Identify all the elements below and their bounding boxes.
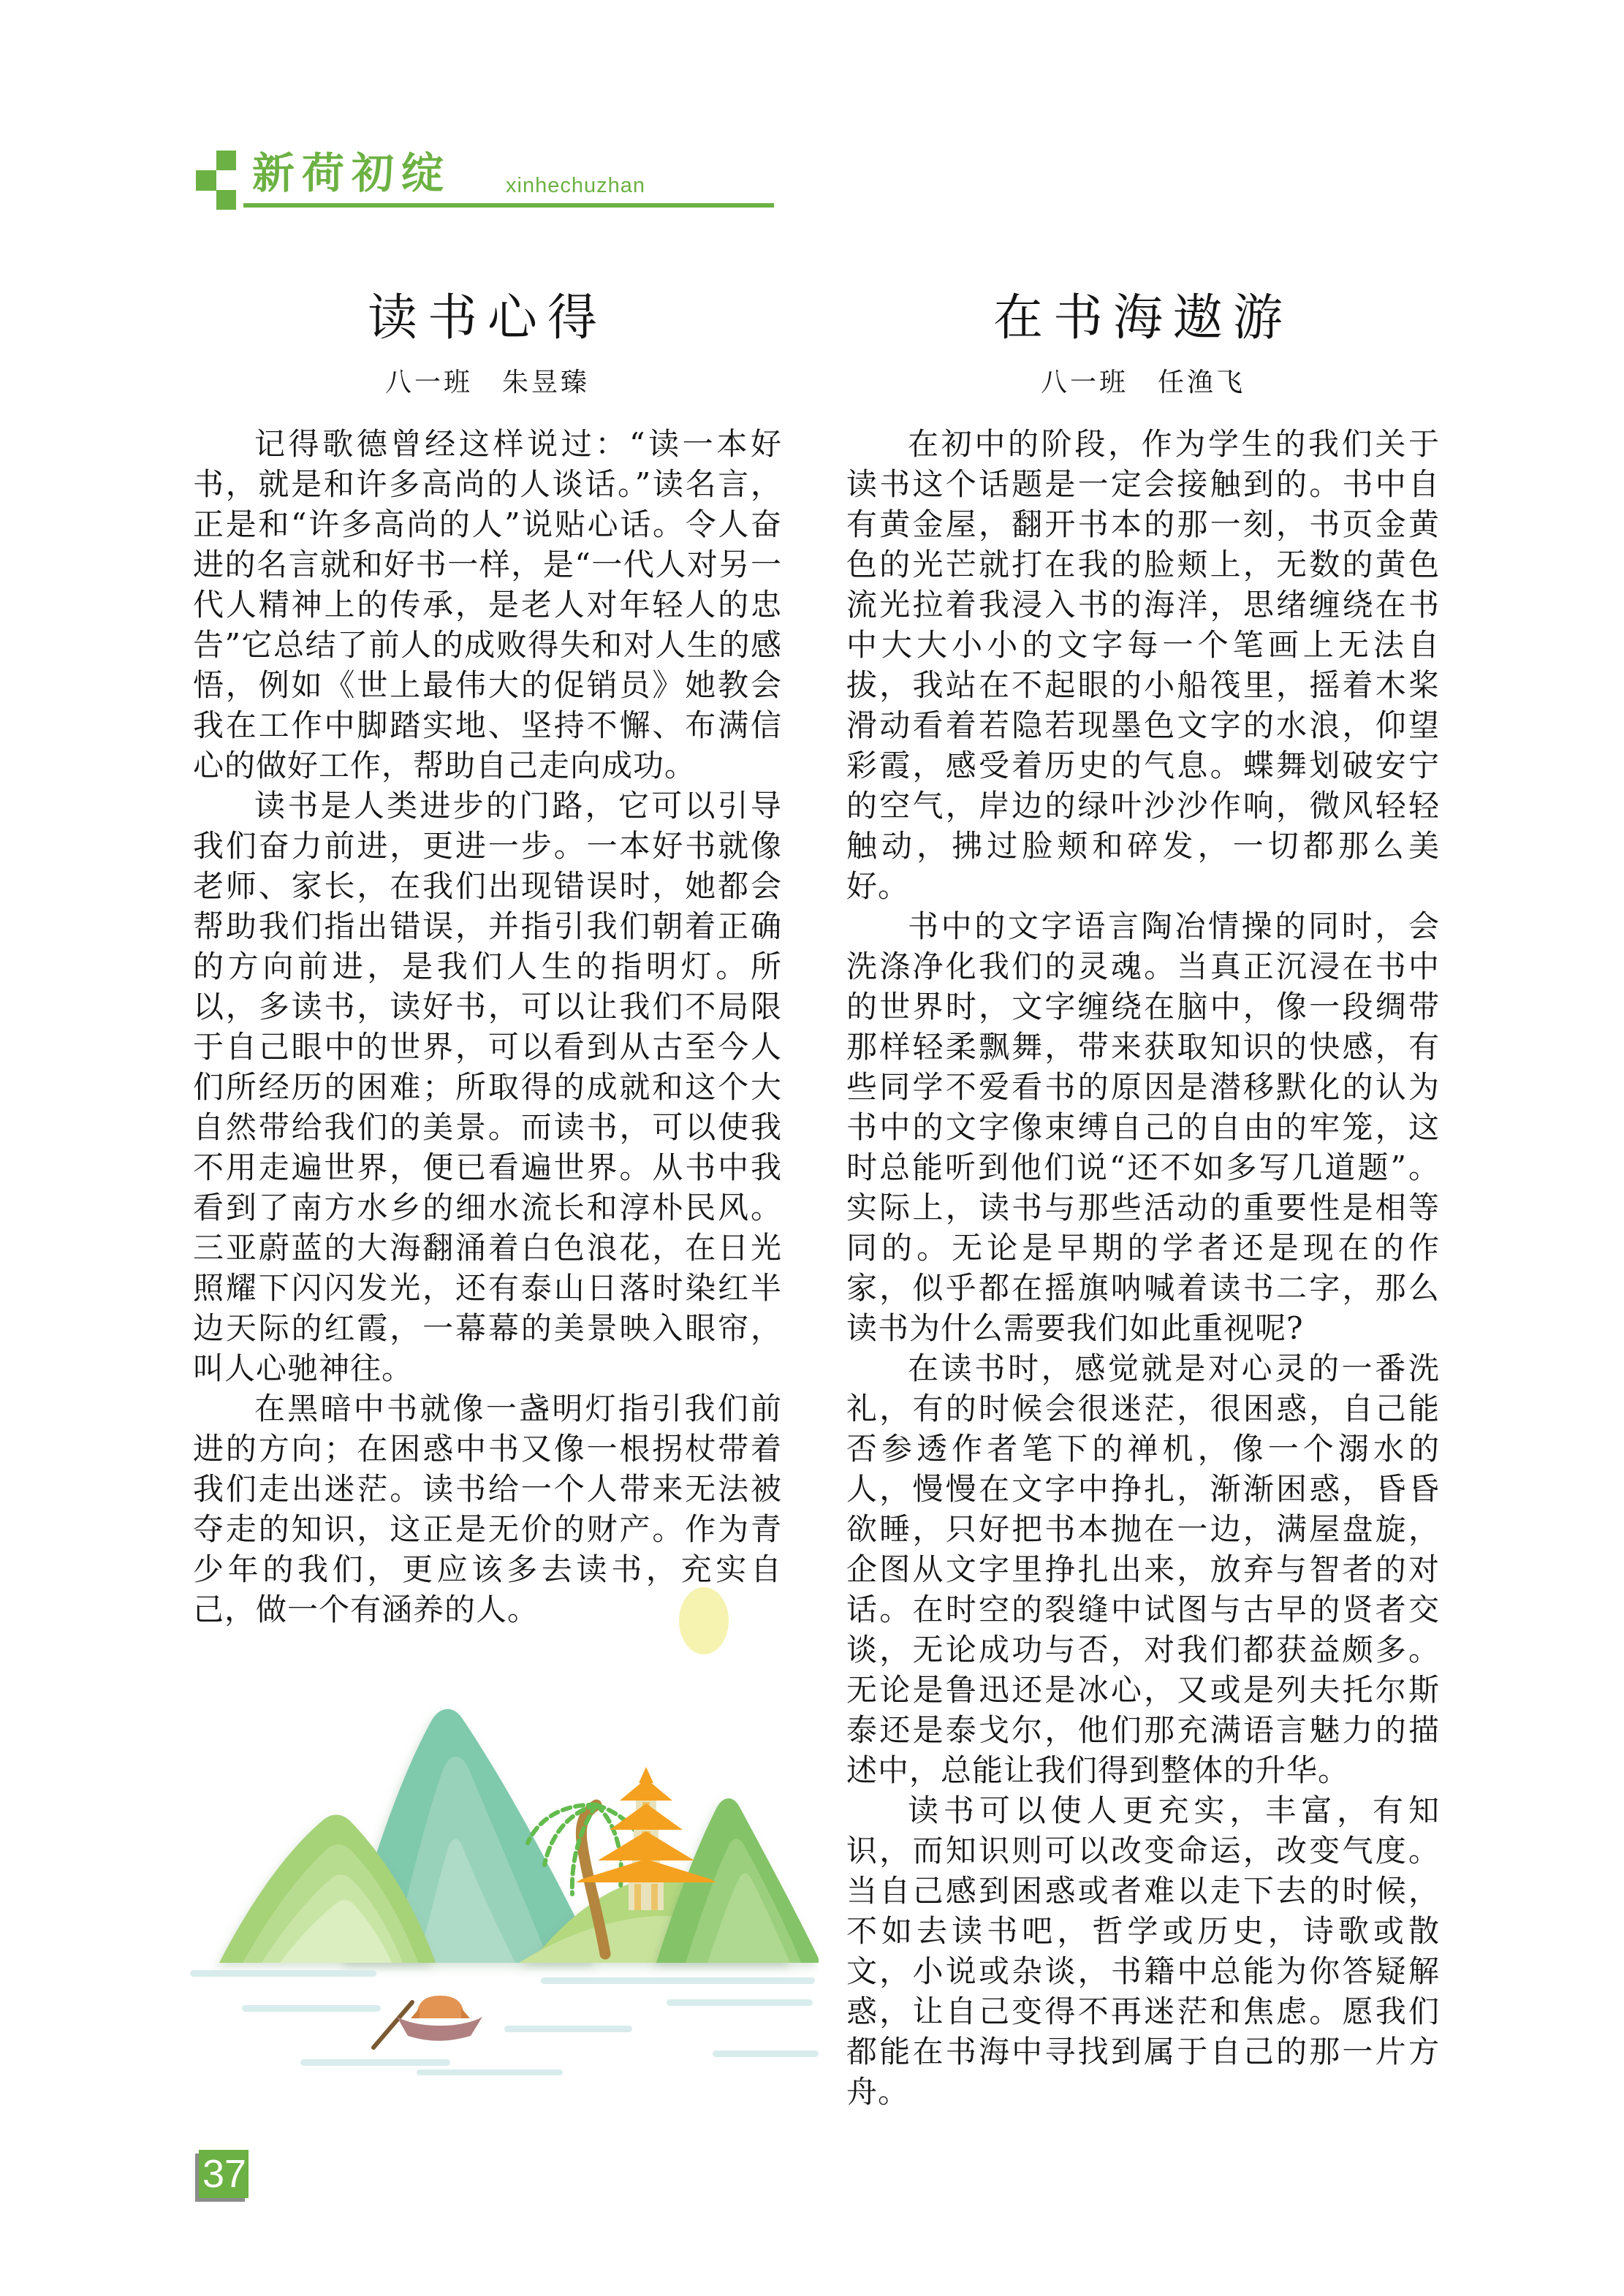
masthead-title: 新荷初绽 [252, 150, 452, 197]
water-lines [190, 1970, 819, 2075]
paragraph: 书中的文字语言陶冶情操的同时，会洗涤净化我们的灵魂。当真正沉浸在书中的世界时，文字缠绕在脑中，像一段绸带那样轻柔飘舞，带来获取知识的快感，有些同学不爱看书的原因是潜移默化的认为书中的文字像束缚自己的自由的牢笼，这时总能听到他们说“还不如多写几道题”。实际上，读书与那些活动的重要性是相等同的。无论是早期的学者还是现在的作家，似乎都在摇旗呐喊着读书二字，那么读书为什么需要我们如此重视呢? [846, 908, 1440, 1346]
article-author: 八一班 任渔飞 [1040, 368, 1245, 398]
article-left [193, 285, 782, 1630]
paragraph: 在黑暗中书就像一盏明灯指引我们前进的方向；在困惑中书又像一根拐杖带着我们走出迷茫。读书给一个人带来无法被夺走的知识，这正是无价的财产。作为青少年的我们，更应该多去读书，充实自己，做一个有涵养的人。 [193, 1391, 782, 1627]
logo-square-top [216, 151, 236, 170]
paragraph: 记得歌德曾经这样说过：“读一本好书，就是和许多高尚的人谈话。”读名言，正是和“许多高尚的人”说贴心话。令人奋进的名言就和好书一样，是“一代人对另一代人精神上的传承，是老人对年轻人的忠告”它总结了前人的成败得失和对人生的感悟，例如《世上最伟大的促销员》她教会我在工作中脚踏实地、坚持不懈、布满信心的做好工作，帮助自己走向成功。 [193, 426, 782, 783]
page-number [199, 2150, 254, 2204]
logo-squares-icon [196, 151, 238, 212]
logo-square-middle [196, 170, 216, 191]
masthead-pinyin: xinhechuzhan [506, 174, 645, 197]
paragraph: 读书是人类进步的门路，它可以引导我们奋力前进，更进一步。一本好书就像老师、家长，在我们出现错误时，她都会帮助我们指出错误，并指引我们朝着正确的方向前进，是我们人生的指明灯。所以，多读书，读好书，可以让我们不局限于自己眼中的世界，可以看到从古至今人们所经历的困难；所取得的成就和这个大自然带给我们的美景。而读书，可以使我不用走遍世界，便已看遍世界。从书中我看到了南方水乡的细水流长和淳朴民风。三亚蔚蓝的大海翻涌着白色浪花，在日光照耀下闪闪发光，还有泰山日落时染红半边天际的红霞，一幕幕的美景映入眼帘，叫人心驰神往。 [193, 788, 782, 1386]
sun-icon [679, 1587, 729, 1654]
header-rule [243, 203, 774, 208]
paragraph: 在初中的阶段，作为学生的我们关于读书这个话题是一定会接触到的。书中自有黄金屋，翻开书本的那一刻，书页金黄色的光芒就打在我的脸颊上，无数的黄色流光拉着我浸入书的海洋，思绪缠绕在书中大大小小的文字每一个笔画上无法自拔，我站在不起眼的小船筏里，摇着木桨滑动看着若隐若现墨色文字的水浪，仰望彩霞，感受着历史的气息。蝶舞划破安宁的空气，岸边的绿叶沙沙作响，微风轻轻触动，拂过脸颊和碎发，一切都那么美好。 [846, 426, 1440, 904]
article-author: 八一班 朱昱臻 [384, 368, 590, 398]
boat-icon [373, 1996, 482, 2048]
logo-square-bottom [216, 190, 236, 210]
article-body [193, 424, 782, 1630]
page-number-badge: 37 [199, 2150, 248, 2198]
article-title: 在书海遨游 [993, 289, 1293, 347]
article-title: 读书心得 [367, 289, 607, 347]
paragraph: 读书可以使人更充实，丰富，有知识，而知识则可以改变命运，改变气度。当自己感到困惑或者难以走下去的时候，不如去读书吧，哲学或历史，诗歌或散文，小说或杂谈，书籍中总能为你答疑解惑，让自己变得不再迷茫和焦虑。愿我们都能在书海中寻找到属于自己的那一片方舟。 [846, 1793, 1440, 2110]
landscape-illustration [175, 1564, 819, 2075]
paragraph: 在读书时，感觉就是对心灵的一番洗礼，有的时候会很迷茫，很困惑，自己能否参透作者笔下的禅机，像一个溺水的人，慢慢在文字中挣扎，渐渐困惑，昏昏欲睡，只好把书本抛在一边，满屋盘旋，企图从文字里挣扎出来，放弃与智者的对话。在时空的裂缝中试图与古早的贤者交谈，无论成功与否，对我们都获益颇多。无论是鲁迅还是冰心，又或是列夫托尔斯泰还是泰戈尔，他们那充满语言魅力的描述中，总能让我们得到整体的升华。 [846, 1350, 1440, 1788]
article-right [846, 285, 1440, 2112]
article-body [846, 424, 1440, 2112]
